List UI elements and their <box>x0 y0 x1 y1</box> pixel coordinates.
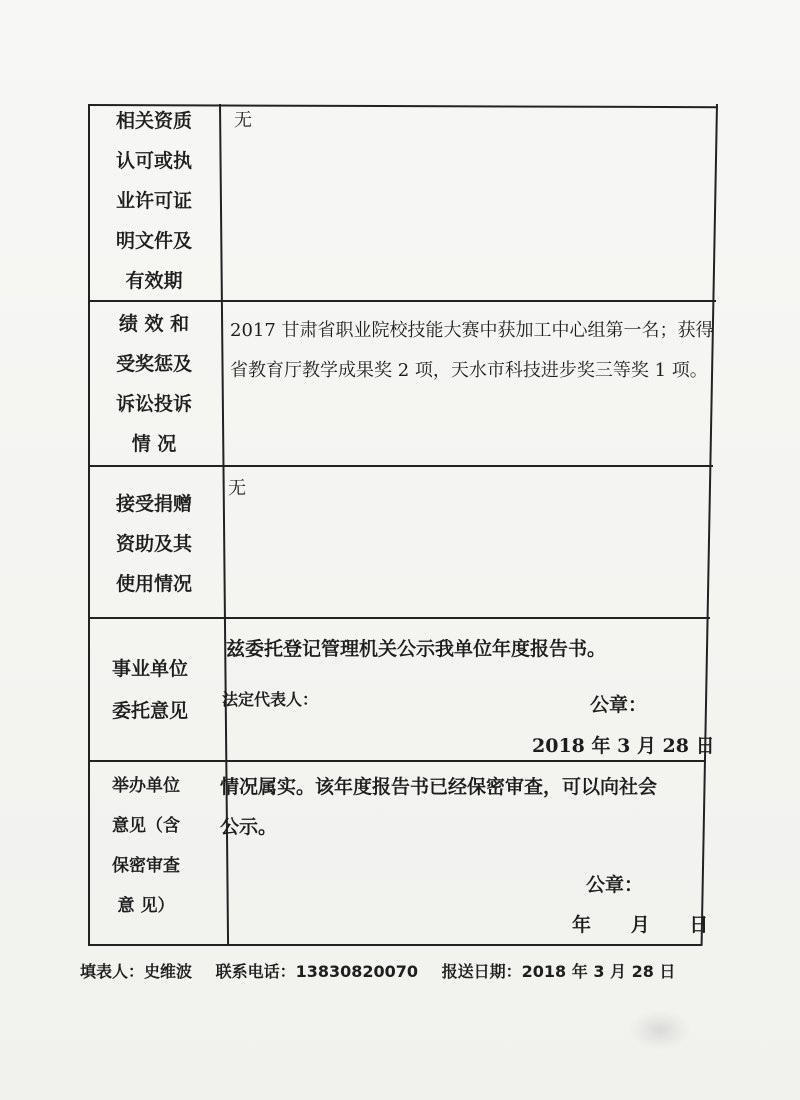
label-line: 有效期 <box>125 270 183 292</box>
qualification-value: 无 <box>234 110 252 131</box>
label-line: 接受捐赠 <box>115 493 192 515</box>
organizer-seal-label: 公章： <box>586 874 644 896</box>
row-divider-4 <box>88 760 706 762</box>
label-line: 受奖惩及 <box>115 353 192 375</box>
entrust-statement: 兹委托登记管理机关公示我单位年度报告书。 <box>226 638 607 660</box>
row-label-organizer-opinion <box>76 778 216 938</box>
organizer-date: 年 月 日 <box>572 914 709 936</box>
label-line: 使用情况 <box>115 573 192 595</box>
label-line: 资助及其 <box>115 533 192 555</box>
contact-phone: 联系电话：13830820070 <box>215 962 419 981</box>
row-divider-3 <box>88 617 710 619</box>
performance-line-2: 省教育厅教学成果奖 2 项，天水市科技进步奖三等奖 1 项。 <box>230 360 708 381</box>
form-filler: 填表人：史维波 <box>80 962 193 981</box>
organizer-statement-line-2: 公示。 <box>220 816 278 838</box>
label-line: 情 况 <box>131 433 177 455</box>
performance-line-1: 2017 甘肃省职业院校技能大赛中获加工中心组第一名；获得 <box>230 320 714 341</box>
label-line: 举办单位 <box>112 776 180 796</box>
row-label-qualification <box>84 112 224 312</box>
report-date: 报送日期：2018 年 3 月 28 日 <box>441 962 676 981</box>
row-label-performance <box>84 315 224 475</box>
row-label-unit-entrust <box>80 660 220 744</box>
table-border-right <box>701 104 718 946</box>
label-line: 业许可证 <box>115 190 192 212</box>
donation-value: 无 <box>228 478 246 499</box>
entrust-seal-label: 公章： <box>590 694 648 716</box>
label-line: 意 见） <box>117 896 175 916</box>
label-line: 诉讼投诉 <box>115 393 192 415</box>
table-border-top <box>88 104 718 108</box>
entrust-date: 2018 年 3 月 28 日 <box>532 735 715 757</box>
label-line: 认可或执 <box>115 150 192 172</box>
label-line: 委托意见 <box>111 700 188 722</box>
label-line: 意见（含 <box>112 816 180 836</box>
row-label-donation <box>84 495 224 615</box>
paper-smudge <box>630 1010 690 1050</box>
label-line: 相关资质 <box>115 110 192 132</box>
organizer-statement-line-1: 情况属实。该年度报告书已经保密审查，可以向社会 <box>220 776 658 798</box>
legal-rep-label: 法定代表人： <box>222 690 319 709</box>
label-line: 明文件及 <box>115 230 192 252</box>
table-border-bottom <box>88 944 702 946</box>
label-line: 绩 效 和 <box>118 313 190 335</box>
label-line: 事业单位 <box>111 658 188 680</box>
label-line: 保密审查 <box>112 856 180 876</box>
footer-info <box>80 959 693 982</box>
